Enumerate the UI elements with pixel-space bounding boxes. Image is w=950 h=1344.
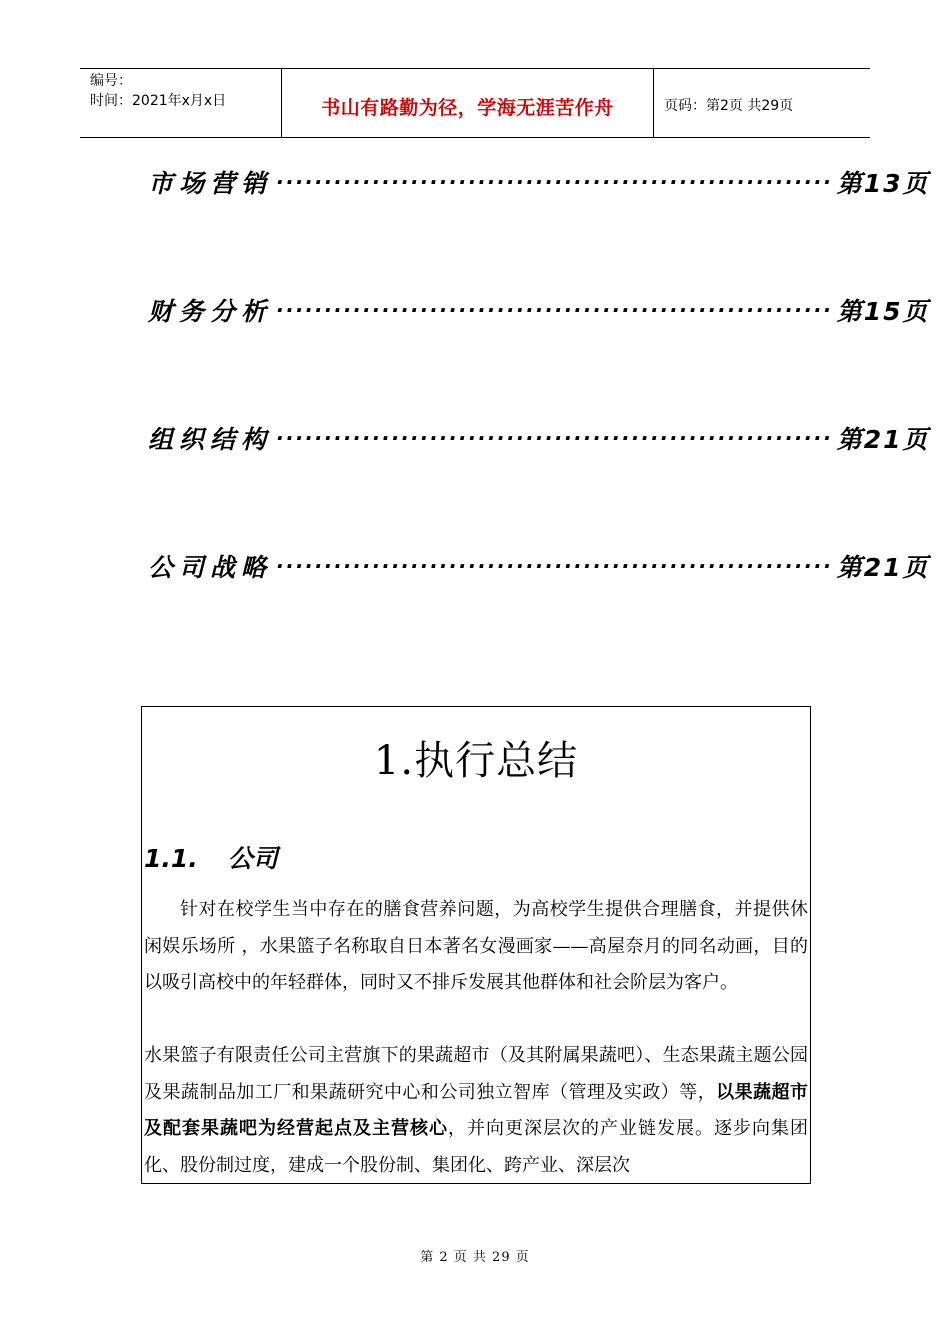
toc-title: 组织结构 bbox=[148, 425, 273, 454]
toc-leader: ·························································· bbox=[276, 298, 833, 322]
page-footer: 第 2 页 共 29 页 bbox=[420, 1250, 530, 1265]
toc-title: 市场营销 bbox=[148, 169, 273, 198]
toc-page: 第13页 bbox=[836, 169, 930, 198]
toc-row[interactable] bbox=[148, 162, 930, 202]
toc-page: 第21页 bbox=[836, 425, 930, 454]
paragraph-emphasis: 以果蔬超市及配套果蔬吧为经营起点及主营核心 bbox=[144, 1081, 809, 1139]
paragraph-text: 水果篮子有限责任公司主营旗下的果蔬超市（及其附属果蔬吧）、生态果蔬主题公园及果蔬制品加工厂和果蔬研究中心和公司独立智库（管理及实政）等， bbox=[144, 1045, 808, 1103]
toc-leader: ·························································· bbox=[276, 170, 833, 194]
toc-row[interactable] bbox=[148, 418, 930, 458]
paragraph-intro: 针对在校学生当中存在的膳食营养问题，为高校学生提供合理膳食，并提供休闲娱乐场所 ，水果篮子名称取自日本著名女漫画家——高屋奈月的同名动画，目的以吸引高校中的年轻群体，同时又不排斥发展其他群体和社会阶层为客户。 bbox=[144, 899, 808, 993]
page-header bbox=[80, 68, 870, 138]
header-page-info: 页码：第2页 共29页 bbox=[664, 98, 794, 114]
toc-leader: ·························································· bbox=[276, 554, 833, 578]
summary-section bbox=[141, 706, 811, 1184]
subsection-number: 1.1. bbox=[144, 844, 198, 873]
header-meta bbox=[80, 69, 282, 137]
toc-title: 公司战略 bbox=[148, 553, 273, 582]
subsection-title: 公司 bbox=[227, 844, 278, 873]
header-time: 时间：2021年x月x日 bbox=[90, 93, 227, 109]
toc-row[interactable] bbox=[148, 546, 930, 586]
section-heading: 1.执行总结 bbox=[373, 738, 579, 784]
toc-page: 第21页 bbox=[836, 553, 930, 582]
header-motto: 书山有路勤为径，学海无涯苦作舟 bbox=[282, 69, 654, 137]
paragraph-text: ，并向更深层次的产业链发展。逐步向集团化、股份制过度，建成一个股份制、集团化、跨产业、深层次 bbox=[144, 1118, 808, 1176]
toc-row[interactable] bbox=[148, 290, 930, 330]
toc-leader: ·························································· bbox=[276, 426, 833, 450]
paragraph-business bbox=[144, 1038, 808, 1184]
toc-page: 第15页 bbox=[836, 297, 930, 326]
subsection-heading bbox=[144, 839, 278, 875]
header-number: 编号： bbox=[90, 73, 132, 89]
toc-title: 财务分析 bbox=[148, 297, 273, 326]
